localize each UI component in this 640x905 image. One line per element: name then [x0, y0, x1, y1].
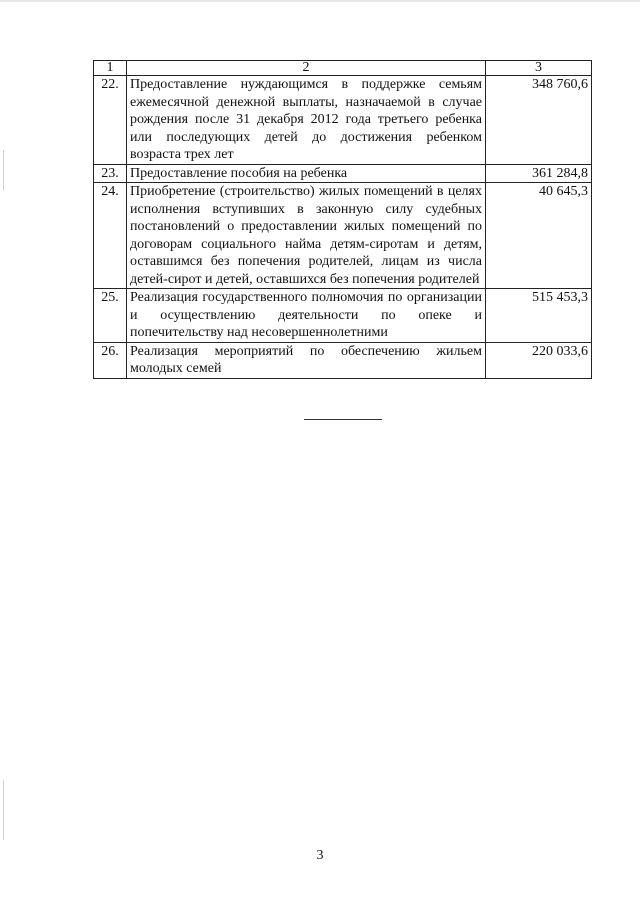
scan-edge [0, 0, 640, 2]
table-row [94, 342, 592, 378]
column-header-amount: 3 [486, 61, 592, 76]
section-divider [304, 419, 382, 420]
row-amount: 361 284,8 [486, 164, 592, 183]
row-number: 26. [94, 342, 127, 378]
row-amount: 348 760,6 [486, 76, 592, 165]
row-amount: 40 645,3 [486, 183, 592, 289]
row-description: Приобретение (строительство) жилых помещений в целях исполнения вступивших в законную силу судебных постановлений о предоставлении жилых помещений по договорам социального найма детям-сиротам и детям, оставшимся без попечения родителей, лицам из числа детей-сирот и детей, оставшихся без попечения родителей [127, 183, 486, 289]
row-number: 23. [94, 164, 127, 183]
row-amount: 515 453,3 [486, 289, 592, 343]
row-description: Реализация государственного полномочия по организации и осуществлению деятельности по опеке и попечительству над несовершеннолетними [127, 289, 486, 343]
column-header-description: 2 [127, 61, 486, 76]
row-description: Предоставление нуждающимся в поддержке семьям ежемесячной денежной выплаты, назначаемой в случае рождения после 31 декабря 2012 года третьего ребенка или последующих детей до достижения ребенком возраста трех лет [127, 76, 486, 165]
scan-margin-mark [3, 150, 4, 190]
table-row [94, 76, 592, 165]
row-description: Предоставление пособия на ребенка [127, 164, 486, 183]
row-amount: 220 033,6 [486, 342, 592, 378]
row-number: 25. [94, 289, 127, 343]
scan-margin-mark [3, 780, 4, 840]
table-row [94, 164, 592, 183]
column-header-number: 1 [94, 61, 127, 76]
table-header-row [94, 61, 592, 76]
budget-table [93, 60, 592, 379]
row-number: 24. [94, 183, 127, 289]
page-number: 3 [316, 848, 324, 863]
table-row [94, 289, 592, 343]
table-row [94, 183, 592, 289]
row-description: Реализация мероприятий по обеспечению жильем молодых семей [127, 342, 486, 378]
row-number: 22. [94, 76, 127, 165]
